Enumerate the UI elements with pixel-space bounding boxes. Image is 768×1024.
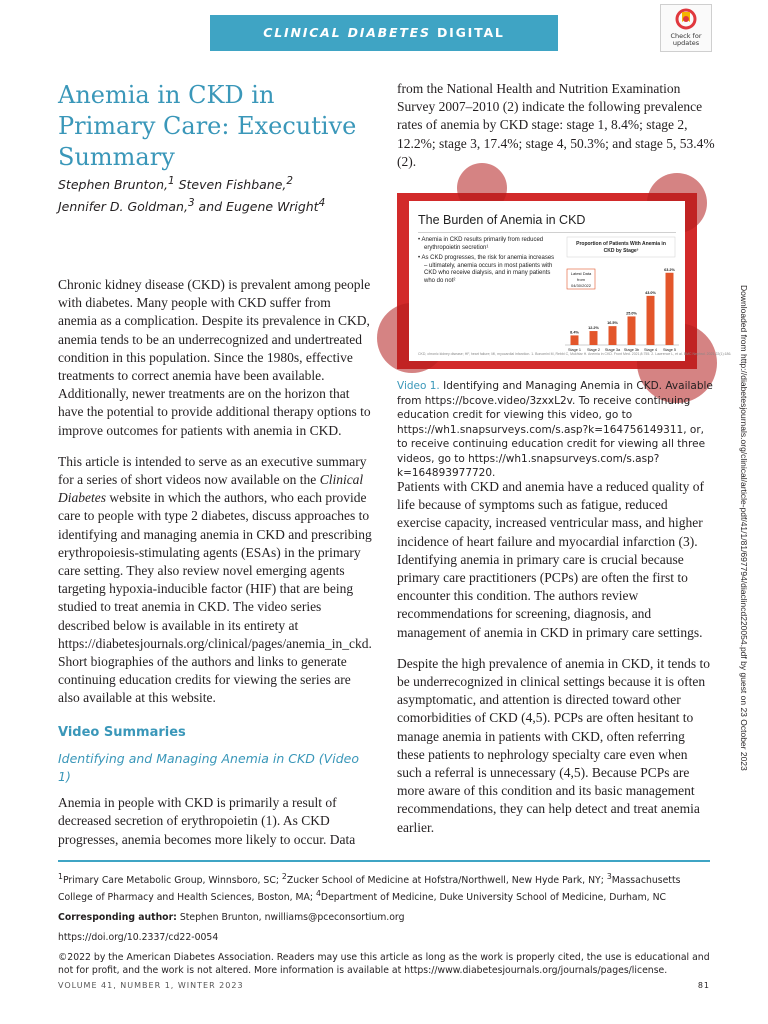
chart-bar bbox=[571, 335, 579, 345]
caption-text: Identifying and Managing Anemia in CKD. Available from https://bcove.video/3zxxL2v. To receive continuing education credit for viewing this video, go to https://wh1.snapsurveys.com/s.asp?k=164756149311, or, to receive continuing education credit for viewing all three videos, go to https://wh1.snapsurveys.com/s.asp?k=164893977720. bbox=[397, 380, 713, 479]
check-updates-line1: Check for bbox=[670, 32, 702, 40]
affiliation-text: Department of Medicine, Duke University School of Medicine, Durham, NC bbox=[320, 892, 667, 904]
category-label: Stage 5 bbox=[662, 348, 677, 352]
author-name: Steven Fishbane, bbox=[174, 177, 287, 193]
subsection-heading: Identifying and Managing Anemia in CKD (Video 1) bbox=[58, 750, 359, 785]
chart-title-box bbox=[567, 237, 675, 257]
slide-footnote: CKD, chronic kidney disease; HF, heart failure; MI, myocardial infarction. 1. Bonomini M, Rebbi C, Mukhtar H. Anemia in CKD. Front Med. 2021;8:755. 2. Lawrence L, et al. BMC Nephrol. 2021;22(1):186. bbox=[418, 352, 732, 356]
banner-publication-type: DIGITAL PUBLICATION bbox=[327, 25, 505, 76]
bar-value-label: 25.0% bbox=[626, 311, 637, 316]
chart-bar bbox=[628, 316, 636, 345]
check-for-updates-button[interactable] bbox=[660, 4, 712, 52]
purpose-text-a: This article is intended to serve as an executive summary for a series of short videos now available on the bbox=[58, 453, 367, 488]
category-label: Stage 3b bbox=[623, 348, 640, 352]
purpose-text-b: website in which the authors, who each provide care to people with type 2 diabetes, discuss approaches to identifying and managing anemia in CKD and prescribing erythropoiesis-stimulating agents (ESAs) in the primary care setting. They also review novel emerging agents targeting hypoxia-inducible factor (HIF) that are being studied to treat anemia in CKD. The video series described below is available in its entirety at https://diabetesjournals.org/clinical/pages/anemia_in_ckd. Short biographies of the authors and links to generate continuing education credits for viewing the series are also available at this website. bbox=[58, 490, 372, 706]
chart-bar bbox=[590, 331, 598, 345]
section-heading: Video Summaries bbox=[58, 724, 186, 740]
slide-divider bbox=[418, 232, 676, 233]
volume-info: VOLUME 41, NUMBER 1, WINTER 2023 bbox=[58, 981, 244, 990]
author-name: Stephen Brunton, bbox=[58, 177, 168, 193]
category-label: Stage 2 bbox=[586, 348, 601, 352]
corresponding-author bbox=[58, 911, 710, 924]
prevalence-paragraph: from the National Health and Nutrition Examination Survey 2007–2010 (2) indicate the following prevalence rates of anemia by CKD stage: stage 1, 8.4%; stage 2, 12.2%; stage 3, 17.4%; stage 4, 50.3%; and stage 5, 53.4% (2). bbox=[397, 81, 715, 169]
bar-value-label: 63.2% bbox=[664, 267, 675, 272]
journal-banner bbox=[210, 15, 558, 76]
author-name: and Eugene Wright bbox=[194, 199, 319, 215]
banner-journal-name: CLINICAL DIABETES bbox=[263, 25, 431, 40]
chart-bar bbox=[666, 273, 674, 345]
affiliation-number: 2 bbox=[281, 872, 287, 881]
annotation-text: 04/30/2022 bbox=[570, 283, 592, 288]
purpose-paragraph bbox=[58, 453, 373, 708]
check-updates-line2: updates bbox=[672, 39, 700, 47]
author-affiliation: 4 bbox=[318, 197, 326, 210]
author-name: Jennifer D. Goldman, bbox=[58, 199, 188, 215]
video-slide bbox=[409, 201, 732, 361]
author-affiliation: 2 bbox=[286, 175, 293, 187]
slide-title: The Burden of Anemia in CKD bbox=[418, 213, 586, 227]
chart-title: CKD by Stage³ bbox=[603, 248, 639, 254]
page-footer bbox=[58, 981, 710, 990]
caption-label: Video 1. bbox=[397, 380, 440, 392]
author-affiliation: 1 bbox=[167, 175, 175, 187]
footnote-divider bbox=[58, 860, 710, 862]
bar-value-label: 8.4% bbox=[570, 330, 579, 335]
author-affiliation: 3 bbox=[187, 197, 195, 210]
left-column bbox=[58, 276, 373, 862]
bar-value-label: 12.2% bbox=[588, 326, 599, 331]
page-number: 81 bbox=[697, 981, 710, 990]
slide-bullet: • Anemia in CKD results primarily from reduced erythropoietin secretion¹ bbox=[418, 237, 558, 252]
anemia-by-stage-chart bbox=[559, 235, 683, 357]
copyright: ©2022 by the American Diabetes Association. Readers may use this article as long as the work is properly cited, the use is educational and not for profit, and the work is not altered. More information is available at https://www.diabetesjournals.org/journals/pages/license. bbox=[58, 952, 710, 977]
chart-bar bbox=[609, 326, 617, 345]
author-list bbox=[58, 172, 378, 216]
intro-paragraph: Chronic kidney disease (CKD) is prevalent among people with diabetes. Many people with CKD suffer from anemia as a complication. Despite its prevalence in CKD, anemia tends to be an underrecognized and undertreated condition in this population. Since the 1980s, effective treatments to correct anemia have been available. Additionally, newer treatments are on the horizon that have the potential to provide additional therapy options to improve outcomes for patients with anemia in CKD. bbox=[58, 277, 371, 438]
article-title: Anemia in CKD in Primary Care: Executive Summary bbox=[58, 81, 357, 171]
video1-paragraph: Anemia in people with CKD is primarily a result of decreased secretion of erythropoietin (1). As CKD progresses, anemia becomes more likely to occur. Data bbox=[58, 795, 356, 847]
category-label: Stage 1 bbox=[567, 348, 582, 352]
affiliation-text: Zucker School of Medicine at Hofstra/Northwell, New Hyde Park, NY; bbox=[286, 875, 607, 887]
bar-value-label: 16.5% bbox=[607, 321, 618, 326]
video-figure[interactable] bbox=[397, 193, 732, 369]
figure-caption bbox=[397, 379, 715, 481]
underrecognition-paragraph: Despite the high prevalence of anemia in CKD, it tends to be underrecognized in clinical settings because it is often asymptomatic, and attention is directed toward other comorbidities of CKD (4,5). PCPs are often hesitant to manage anemia in patients with CKD, often referring these patients to nephrology specialty care even when such a referral is unnecessary (4,5). Because PCPs are more aware of this condition and its basic management recommendations, they can help detect and treat anemia earlier. bbox=[397, 655, 711, 835]
affiliation-text: Primary Care Metabolic Group, Winnsboro, SC; bbox=[62, 875, 282, 887]
check-for-updates-icon bbox=[675, 8, 697, 32]
annotation-text: Latest Data bbox=[570, 271, 592, 276]
corresponding-label: Corresponding author: bbox=[58, 912, 177, 924]
affiliations bbox=[58, 870, 710, 904]
quality-of-life-paragraph: Patients with CKD and anemia have a reduced quality of life because of symptoms such as fatigue, reduced exercise capacity, increased ventricular mass, and higher incidence of heart failure and myocardial infarction (3). Identifying anemia in primary care is crucial because primary care practitioners (PCPs) are often the first to encounter this condition. The authors review recommendations for screening, diagnosis, and management of anemia in CKD in primary care settings. bbox=[397, 479, 705, 640]
category-label: Stage 3a bbox=[604, 348, 621, 352]
chart-bar bbox=[647, 296, 655, 345]
footnotes bbox=[58, 870, 710, 984]
bar-value-label: 43.0% bbox=[645, 290, 656, 295]
affiliation-number: 4 bbox=[315, 889, 321, 899]
annotation-text: from bbox=[577, 277, 585, 282]
chart-title: Proportion of Patients With Anemia in bbox=[576, 241, 666, 247]
affiliation-text: Massachusetts College of Pharmacy and Health Sciences, Boston, MA; bbox=[58, 875, 681, 904]
right-column-top bbox=[397, 80, 715, 184]
doi-link[interactable]: https://doi.org/10.2337/cd22-0054 bbox=[58, 932, 219, 944]
right-column-bottom bbox=[397, 478, 715, 850]
affiliation-number: 1 bbox=[58, 872, 63, 881]
corresponding-text: Stephen Brunton, nwilliams@pceconsortium.org bbox=[176, 912, 405, 924]
journal-name-italic: Clinical Diabetes bbox=[58, 472, 364, 506]
slide-bullets bbox=[418, 237, 558, 288]
affiliation-number: 3 bbox=[606, 872, 612, 881]
download-watermark: Downloaded from http://diabetesjournals.org/clinical/article-pdf/41/1/81/697794/diaclincd220054.pdf by guest on 23 October 2023 bbox=[739, 285, 749, 771]
category-label: Stage 4 bbox=[643, 348, 658, 352]
slide-bullet: • As CKD progresses, the risk for anemia increases – ultimately, anemia occurs in most patients with CKD who receive dialysis, and in many patients who do not² bbox=[418, 255, 558, 285]
